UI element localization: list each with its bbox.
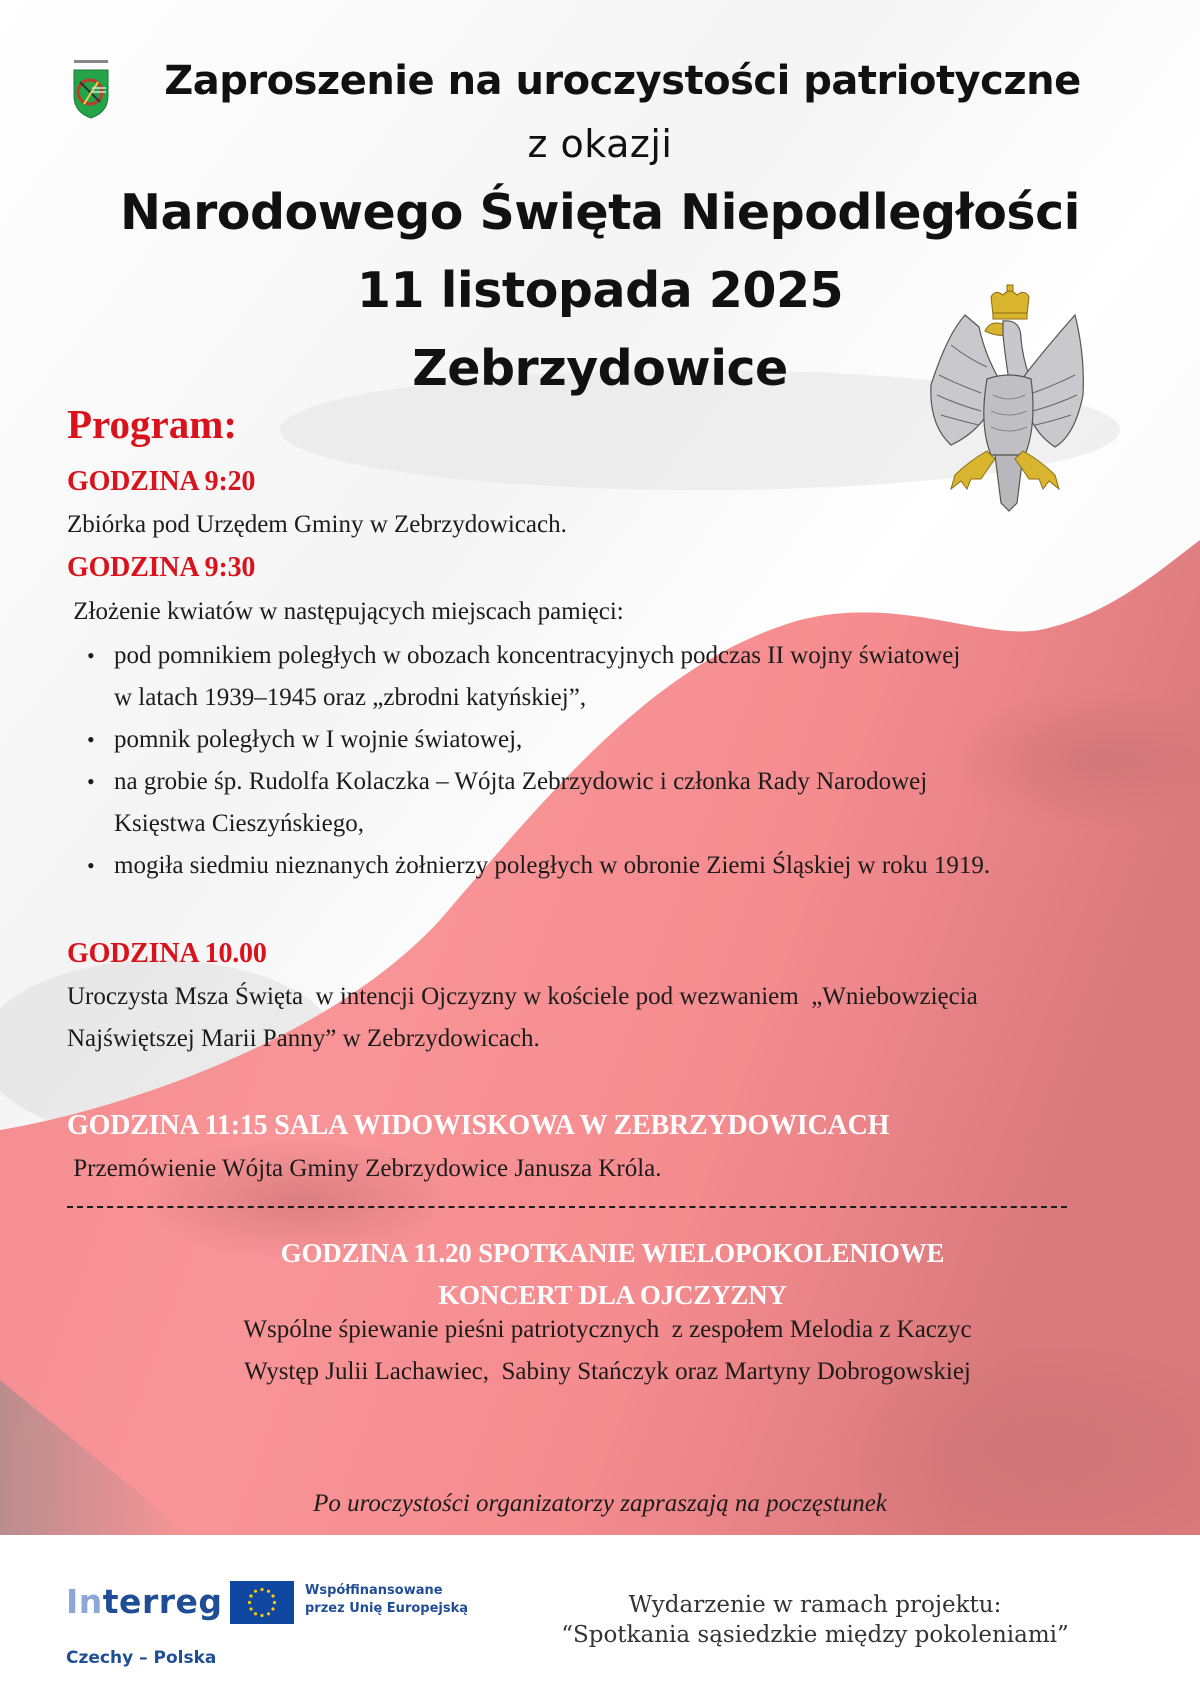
program-region: Czechy – Polska	[66, 1648, 217, 1668]
list-item-text: Księstwa Cieszyńskiego,	[114, 810, 364, 837]
list-item-text: pomnik poległych w I wojnie światowej,	[114, 726, 523, 753]
list-item	[87, 845, 990, 887]
program-hour-1115: GODZINA 11:15 SALA WIDOWISKOWA W ZEBRZYDOWICACH	[67, 1110, 890, 1141]
interreg-logo-rest: terreg	[102, 1582, 223, 1621]
program-text-1000-line2: Najświętszej Marii Panny” w Zebrzydowicach.	[67, 1025, 540, 1052]
program-text-1000-line1: Uroczysta Msza Święta w intencji Ojczyzny w kościele pod wezwaniem „Wniebowzięcia	[67, 983, 978, 1010]
project-name: “Spotkania sąsiedzkie między pokoleniami”	[561, 1622, 1069, 1648]
project-label: Wydarzenie w ramach projektu:	[628, 1592, 1002, 1618]
occasion-subtitle: z okazji	[527, 122, 673, 166]
invitation-title: Zaproszenie na uroczystości patriotyczne	[164, 58, 1081, 104]
holiday-name: Narodowego Święta Niepodległości	[120, 184, 1080, 241]
program-hour-1120: GODZINA 11.20 SPOTKANIE WIELOPOKOLENIOWE	[280, 1238, 945, 1268]
concert-title: KONCERT DLA OJCZYZNY	[438, 1280, 787, 1310]
polish-eagle-icon	[925, 275, 1085, 515]
list-item	[87, 719, 990, 761]
interreg-logo	[66, 1582, 223, 1621]
memorial-places-list	[87, 635, 990, 887]
list-item-text: na grobie śp. Rudolfa Kolaczka – Wójta Zebrzydowic i członka Rady Narodowej	[114, 768, 928, 795]
program-hour-1000: GODZINA 10.00	[67, 938, 267, 969]
eu-flag-icon	[230, 1581, 294, 1624]
program-text-0920: Zbiórka pod Urzędem Gminy w Zebrzydowicach.	[67, 511, 567, 538]
program-text-1115: Przemówienie Wójta Gminy Zebrzydowice Janusza Króla.	[67, 1155, 662, 1182]
section-divider	[67, 1206, 1067, 1208]
closing-note: Po uroczystości organizatorzy zapraszają na poczęstunek	[313, 1490, 887, 1517]
program-hour-0930: GODZINA 9:30	[67, 552, 256, 583]
program-hour-0920: GODZINA 9:20	[67, 466, 256, 497]
interreg-logo-prefix: In	[66, 1582, 103, 1621]
event-date: 11 listopada 2025	[356, 262, 844, 319]
list-item	[87, 635, 990, 719]
eu-text-line1: Współfinansowane	[305, 1583, 443, 1598]
eu-cofinancing-text	[305, 1582, 468, 1618]
project-info	[545, 1590, 1085, 1650]
concert-text-line2: Występ Julii Lachawiec, Sabiny Stańczyk oraz Martyny Dobrogowskiej	[244, 1358, 971, 1385]
program-heading: Program:	[67, 401, 238, 447]
event-place: Zebrzydowice	[412, 340, 788, 397]
concert-text-line1: Wspólne śpiewanie pieśni patriotycznych z zespołem Melodia z Kaczyc	[243, 1316, 972, 1343]
list-item-text: w latach 1939–1945 oraz „zbrodni katyńskiej”,	[114, 684, 587, 711]
program-text-0930: Złożenie kwiatów w następujących miejscach pamięci:	[67, 598, 624, 625]
list-item	[87, 761, 990, 845]
list-item-text: mogiła siedmiu nieznanych żołnierzy poległych w obronie Ziemi Śląskiej w roku 1919.	[114, 852, 991, 879]
eu-text-line2: przez Unię Europejską	[305, 1601, 469, 1616]
list-item-text: pod pomnikiem poległych w obozach koncentracyjnych podczas II wojny światowej	[114, 642, 961, 669]
